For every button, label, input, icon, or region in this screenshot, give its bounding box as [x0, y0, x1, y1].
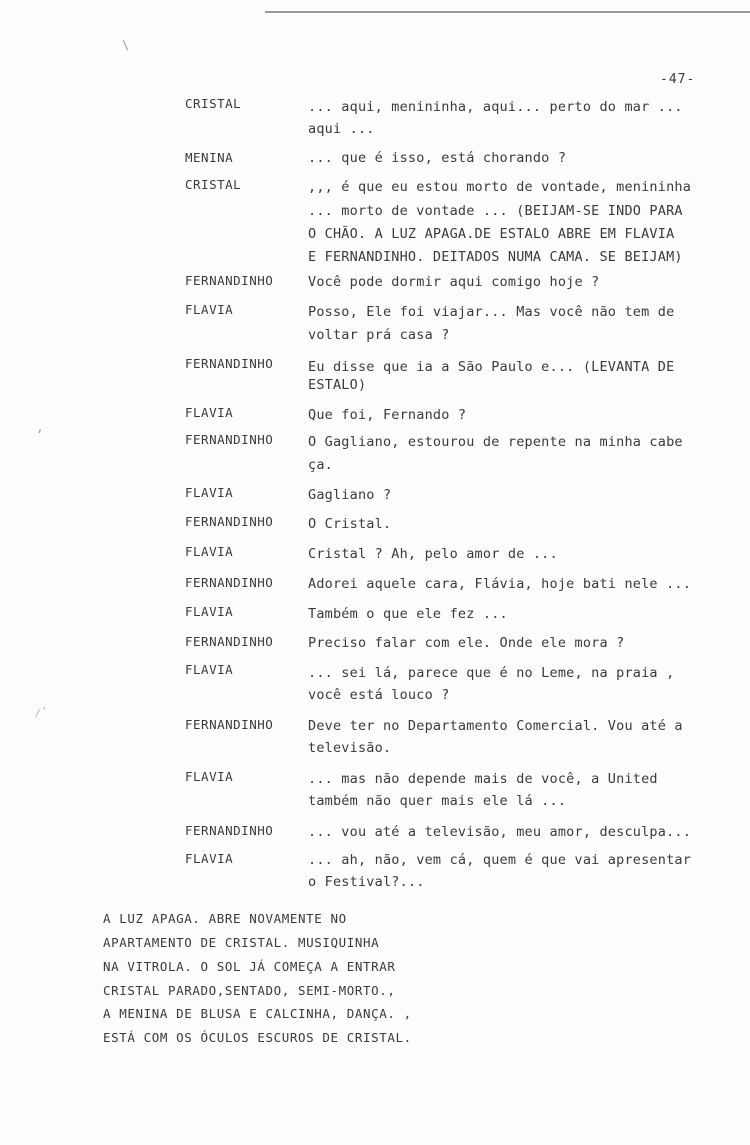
speaker-name: FLAVIA: [185, 302, 234, 317]
speaker-name: CRISTAL: [185, 177, 242, 192]
dialogue-line: ... morto de vontade ... (BEIJAM-SE INDO PARA: [308, 203, 683, 219]
dialogue-line: ... que é isso, está chorando ?: [308, 150, 567, 166]
speaker-name: FLAVIA: [185, 769, 234, 784]
stage-direction-line: APARTAMENTO DE CRISTAL. MUSIQUINHA: [103, 935, 380, 950]
dialogue-line: televisão.: [308, 740, 392, 756]
dialogue-line: Posso, Ele foi viajar... Mas você não tem de: [308, 304, 675, 320]
dialogue-line: Cristal ? Ah, pelo amor de ...: [308, 546, 558, 562]
dialogue-line: ... mas não depende mais de você, a United: [308, 771, 658, 787]
speaker-name: FLAVIA: [185, 851, 234, 866]
stage-direction-line: CRISTAL PARADO,SENTADO, SEMI-MORTO.,: [103, 983, 396, 998]
dialogue-line: aqui ...: [308, 121, 375, 137]
dialogue-line: ,,, é que eu estou morto de vontade, menininha: [308, 179, 692, 195]
speaker-name: FERNANDINHO: [185, 634, 274, 649]
dialogue-line: O CHÃO. A LUZ APAGA.DE ESTALO ABRE EM FLAVIA: [308, 226, 675, 242]
speaker-name: FLAVIA: [185, 544, 234, 559]
dialogue-line: O Gagliano, estourou de repente na minha cabe: [308, 434, 683, 450]
dialogue-line: ESTALO): [308, 377, 367, 393]
speaker-name: FLAVIA: [185, 662, 234, 677]
scan-mark: ⁄`: [34, 706, 49, 720]
stage-direction-line: A MENINA DE BLUSA E CALCINHA, DANÇA. ,: [103, 1006, 412, 1021]
speaker-name: FERNANDINHO: [185, 717, 274, 732]
dialogue-line: Preciso falar com ele. Onde ele mora ?: [308, 635, 625, 651]
dialogue-line: ... vou até a televisão, meu amor, desculpa...: [308, 824, 692, 840]
speaker-name: FERNANDINHO: [185, 823, 274, 838]
scan-mark: ʼ: [36, 428, 44, 442]
speaker-name: FERNANDINHO: [185, 575, 274, 590]
speaker-name: FLAVIA: [185, 405, 234, 420]
scan-mark: \: [122, 38, 130, 52]
stage-direction-line: NA VITROLA. O SOL JÁ COMEÇA A ENTRAR: [103, 959, 396, 974]
dialogue-line: voltar prá casa ?: [308, 327, 450, 343]
stage-direction-line: ESTÁ COM OS ÓCULOS ESCUROS DE CRISTAL.: [103, 1030, 412, 1045]
speaker-name: FERNANDINHO: [185, 514, 274, 529]
dialogue-line: ça.: [308, 457, 333, 473]
dialogue-line: E FERNANDINHO. DEITADOS NUMA CAMA. SE BEIJAM): [308, 249, 683, 265]
speaker-name: FERNANDINHO: [185, 432, 274, 447]
dialogue-line: Eu disse que ia a São Paulo e... (LEVANTA DE: [308, 359, 675, 375]
speaker-name: MENINA: [185, 150, 234, 165]
speaker-name: CRISTAL: [185, 96, 242, 111]
dialogue-line: ... aqui, menininha, aqui... perto do mar ...: [308, 99, 683, 115]
dialogue-line: ... ah, não, vem cá, quem é que vai apresentar: [308, 852, 692, 868]
speaker-name: FLAVIA: [185, 604, 234, 619]
dialogue-line: Gagliano ?: [308, 487, 392, 503]
speaker-name: FERNANDINHO: [185, 273, 274, 288]
stage-direction-line: A LUZ APAGA. ABRE NOVAMENTE NO: [103, 911, 347, 926]
dialogue-line: ... sei lá, parece que é no Leme, na praia ,: [308, 665, 675, 681]
dialogue-line: Também o que ele fez ...: [308, 606, 508, 622]
dialogue-line: também não quer mais ele lá ...: [308, 793, 567, 809]
dialogue-line: O Cristal.: [308, 516, 392, 532]
dialogue-line: Você pode dormir aqui comigo hoje ?: [308, 274, 600, 290]
page-top-rule: [265, 11, 750, 13]
speaker-name: FLAVIA: [185, 485, 234, 500]
dialogue-line: o Festival?...: [308, 874, 425, 890]
dialogue-line: Que foi, Fernando ?: [308, 407, 467, 423]
speaker-name: FERNANDINHO: [185, 356, 274, 371]
dialogue-line: Deve ter no Departamento Comercial. Vou até a: [308, 718, 683, 734]
page-number: -47-: [660, 72, 696, 87]
dialogue-line: você está louco ?: [308, 687, 450, 703]
dialogue-line: Adorei aquele cara, Flávia, hoje bati nele ...: [308, 576, 692, 592]
